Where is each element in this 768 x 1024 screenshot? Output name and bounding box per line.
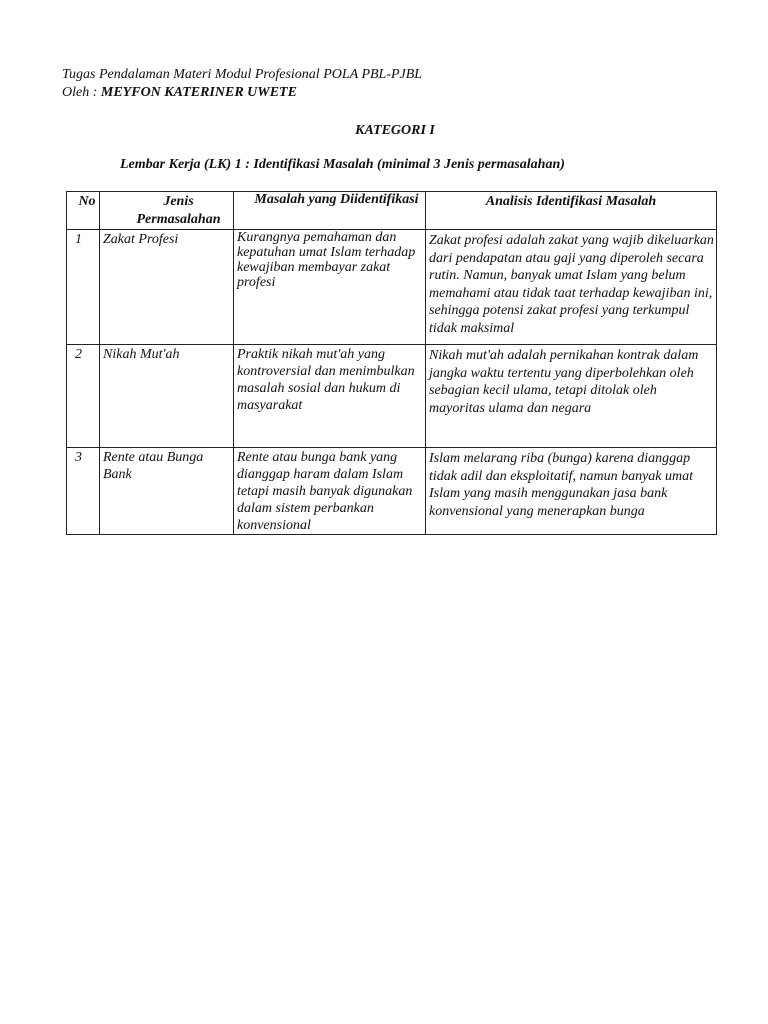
cell-analisis	[426, 345, 717, 448]
header-no	[67, 192, 100, 230]
header-no-label: No	[78, 194, 96, 209]
cell-analisis	[426, 448, 717, 535]
author-line	[62, 84, 297, 101]
cell-analisis	[426, 230, 717, 345]
problem-analysis: Zakat profesi adalah zakat yang wajib dikeluarkan dari pendapatan atau gaji yang diperoleh secara rutin. Namun, banyak umat Islam yang belum memahami atau tidak taat terhadap kewajiban ini, sehingga potensi zakat profesi yang terkumpul tidak maksimal	[429, 233, 714, 336]
problem-identification-table	[66, 191, 717, 535]
cell-no	[67, 345, 100, 448]
row-number: 3	[75, 450, 82, 465]
cell-jenis	[100, 345, 234, 448]
row-number: 2	[75, 347, 82, 362]
header-jenis-label: Jenis Permasalahan	[136, 194, 221, 227]
problem-analysis: Islam melarang riba (bunga) karena dianggap tidak adil dan eksploitatif, namun banyak umat Islam yang masih menggunakan jasa bank konvensional yang menerapkan bunga	[429, 451, 694, 519]
identified-problem: Rente atau bunga bank yang dianggap haram dalam Islam tetapi masih banyak digunakan dalam sistem perbankan konvensional	[237, 450, 413, 533]
row-number: 1	[75, 232, 82, 247]
cell-jenis	[100, 448, 234, 535]
table-row	[67, 345, 717, 448]
header-analisis	[426, 192, 717, 230]
header-analisis-label: Analisis Identifikasi Masalah	[485, 194, 657, 209]
identified-problem: Praktik nikah mut'ah yang kontroversial dan menimbulkan masalah sosial dan hukum di masyarakat	[237, 347, 415, 413]
author-name: MEYFON KATERINER UWETE	[100, 85, 297, 100]
problem-type: Zakat Profesi	[103, 232, 179, 247]
problem-analysis: Nikah mut'ah adalah pernikahan kontrak dalam jangka waktu tertentu yang diperbolehkan oleh sebagian kecil ulama, tetapi ditolak oleh mayoritas ulama dan negara	[429, 348, 699, 416]
header-masalah-label: Masalah yang Diidentifikasi	[254, 192, 419, 207]
cell-masalah	[234, 448, 426, 535]
problem-type: Nikah Mut'ah	[103, 347, 180, 362]
cell-masalah	[234, 345, 426, 448]
cell-jenis	[100, 230, 234, 345]
cell-masalah	[234, 230, 426, 345]
identified-problem: Kurangnya pemahaman dan kepatuhan umat Islam terhadap kewajiban membayar zakat profesi	[237, 230, 416, 290]
assignment-title: Tugas Pendalaman Materi Modul Profesional POLA PBL-PJBL	[62, 67, 423, 82]
table-header-row	[67, 192, 717, 230]
header-jenis	[100, 192, 234, 230]
table-row	[67, 230, 717, 345]
cell-no	[67, 230, 100, 345]
category-heading: KATEGORI I	[355, 123, 435, 138]
cell-no	[67, 448, 100, 535]
header-masalah	[234, 192, 426, 230]
problem-type: Rente atau Bunga Bank	[103, 450, 204, 482]
worksheet-title: Lembar Kerja (LK) 1 : Identifikasi Masalah (minimal 3 Jenis permasalahan)	[120, 157, 565, 172]
table-row	[67, 448, 717, 535]
author-label: Oleh :	[62, 85, 101, 100]
